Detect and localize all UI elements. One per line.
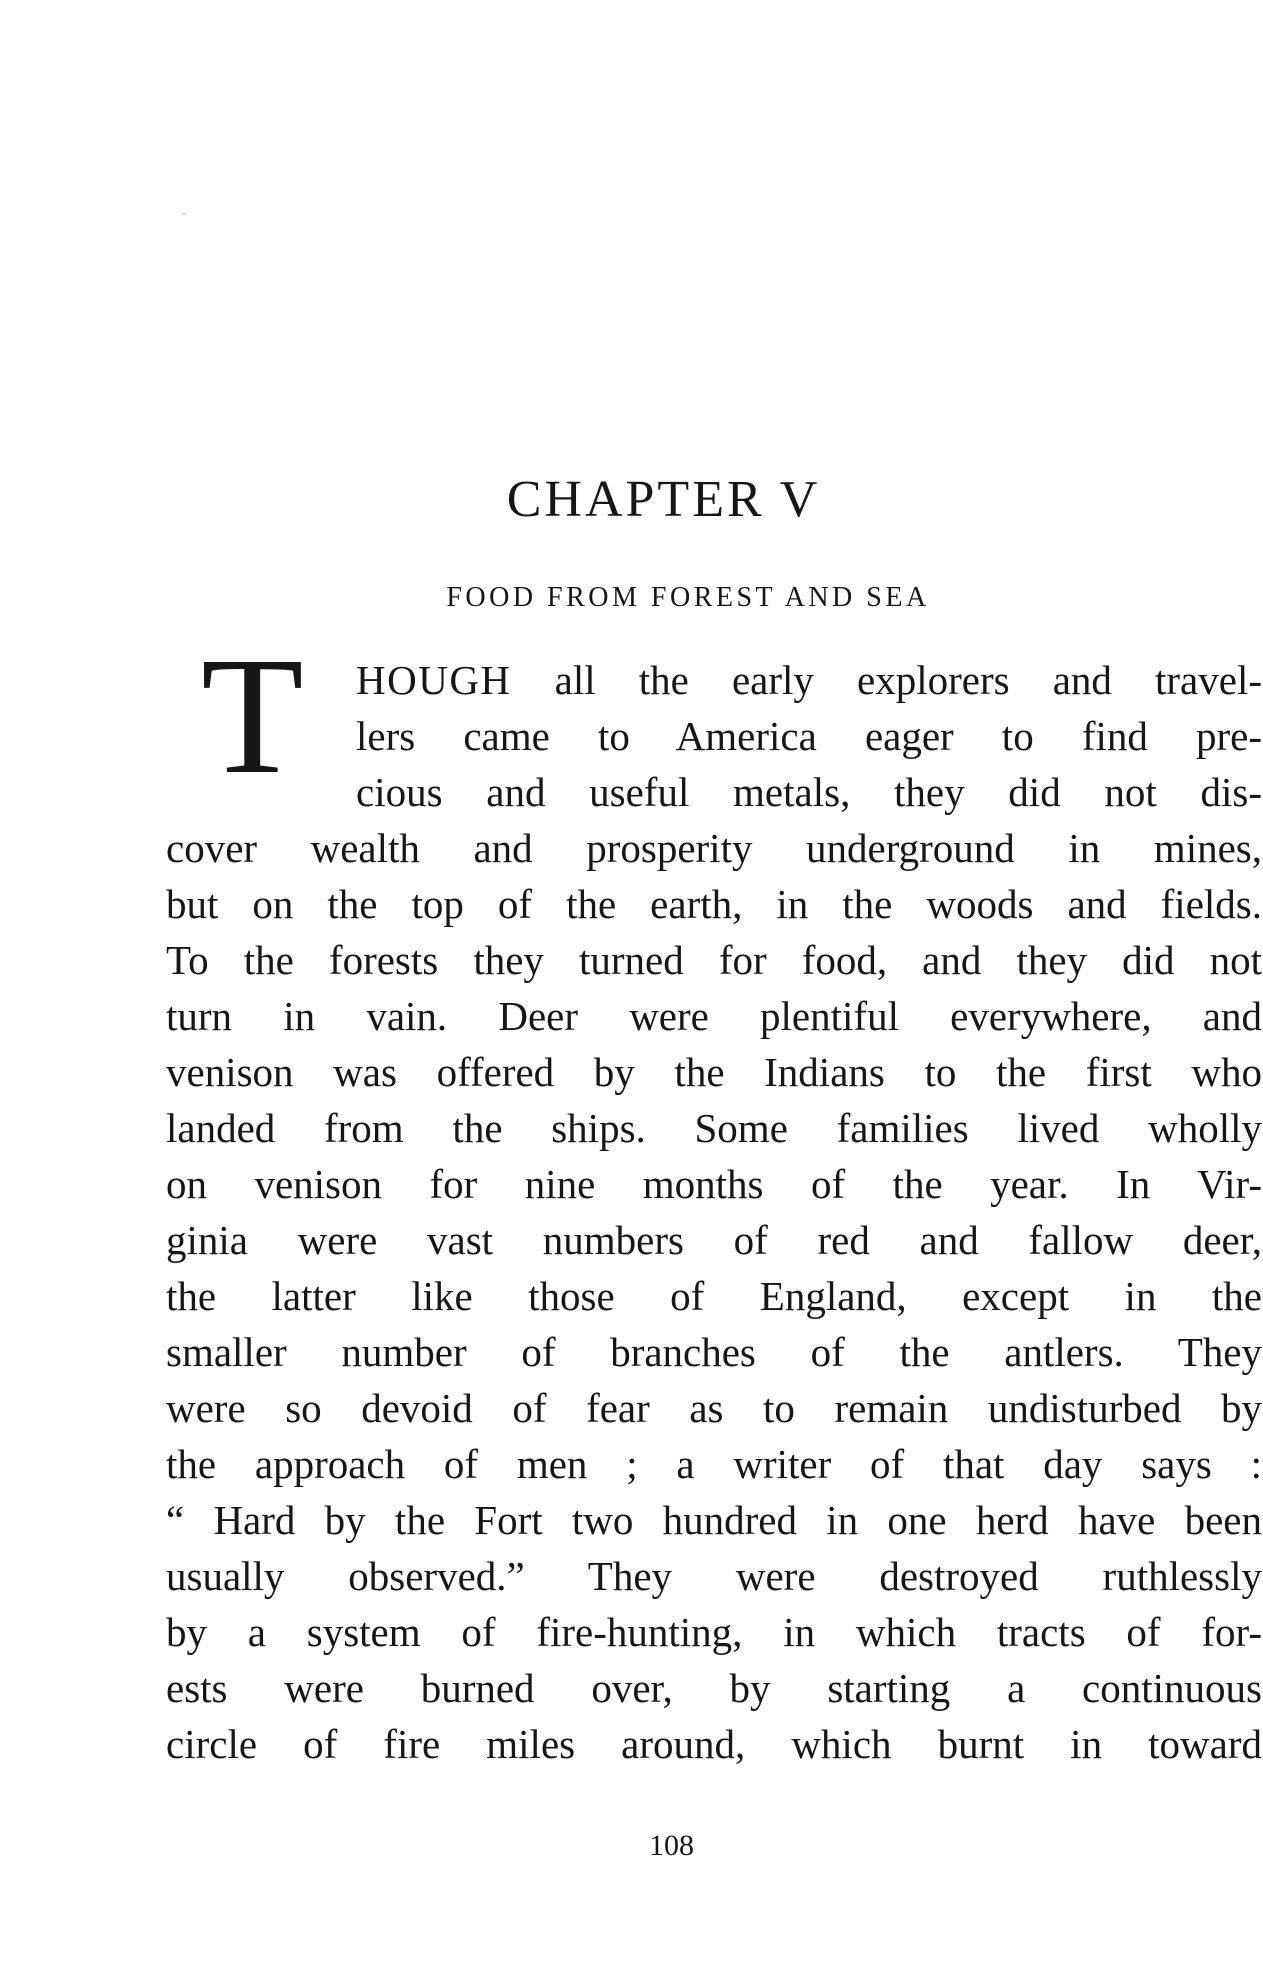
page-number: 108 bbox=[649, 1829, 694, 1862]
text-line: were so devoid of fear as to remain undisturbed by bbox=[166, 1385, 1262, 1431]
paper-speck bbox=[183, 213, 185, 215]
text-line: but on the top of the earth, in the woods and fields. bbox=[166, 881, 1262, 927]
text-line: venison was offered by the Indians to the first who bbox=[166, 1049, 1262, 1095]
text-line: circle of fire miles around, which burnt in toward bbox=[166, 1721, 1262, 1767]
text-line: ests were burned over, by starting a continuous bbox=[166, 1665, 1262, 1711]
text-line: To the forests they turned for food, and they did not bbox=[166, 937, 1262, 983]
chapter-subtitle: FOOD FROM FOREST AND SEA bbox=[446, 582, 930, 613]
text-line: the latter like those of England, except in the bbox=[166, 1273, 1262, 1319]
text-line: cious and useful metals, they did not dis- bbox=[356, 769, 1262, 815]
text-line: by a system of fire-hunting, in which tracts of for- bbox=[166, 1609, 1262, 1655]
text-line: usually observed.” They were destroyed ruthlessly bbox=[166, 1553, 1262, 1599]
text-line: lers came to America eager to find pre- bbox=[356, 713, 1262, 759]
text-line: on venison for nine months of the year. In Vir- bbox=[166, 1161, 1262, 1207]
chapter-title: CHAPTER V bbox=[506, 471, 821, 528]
first-line-rest: all the early explorers and travel- bbox=[554, 657, 1262, 703]
drop-cap: T bbox=[201, 623, 304, 809]
text-line: cover wealth and prosperity underground in mines, bbox=[166, 825, 1262, 871]
text-line: smaller number of branches of the antlers. They bbox=[166, 1329, 1262, 1375]
text-line: “ Hard by the Fort two hundred in one herd have been bbox=[166, 1497, 1262, 1543]
text-line: ginia were vast numbers of red and fallow deer, bbox=[166, 1217, 1262, 1263]
text-line: turn in vain. Deer were plentiful everywhere, and bbox=[166, 993, 1262, 1039]
text-line: landed from the ships. Some families lived wholly bbox=[166, 1105, 1262, 1151]
text-line bbox=[356, 652, 1262, 708]
first-line-caps: HOUGH bbox=[356, 657, 512, 703]
text-line: the approach of men ; a writer of that day says : bbox=[166, 1441, 1262, 1487]
